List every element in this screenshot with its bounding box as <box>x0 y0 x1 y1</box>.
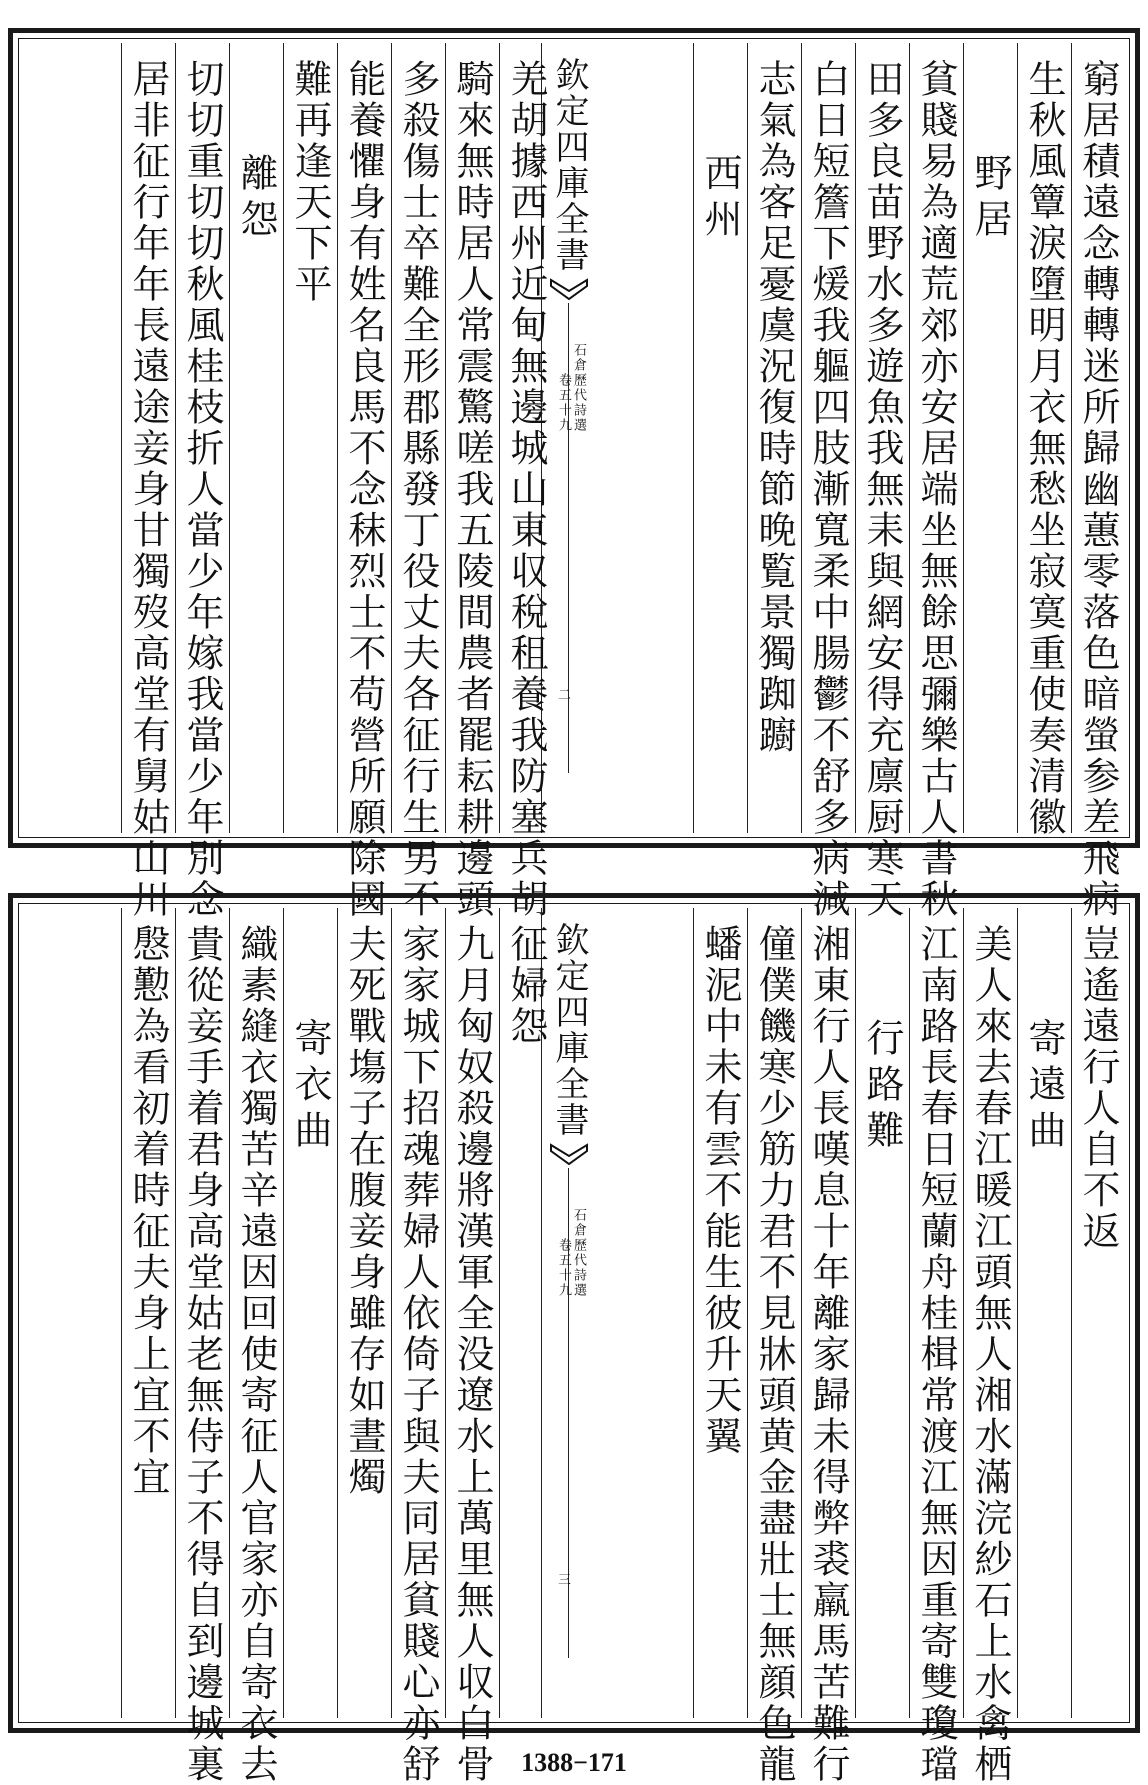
page-footer-number: 1388−171 <box>521 1748 627 1777</box>
text-column: 生秋風簟淚墮明月衣無愁坐寂寞重使奏清徽 <box>1017 43 1071 833</box>
page-number: 二 <box>558 688 572 703</box>
right-half <box>595 43 1125 920</box>
text-column: 家家城下招魂葬婦人依倚子與夫同居貧賤心亦舒 <box>391 908 445 1718</box>
book-title: 欽定四庫全書 <box>549 57 589 273</box>
text-column: 慇懃為看初着時征夫身上宜不宜 <box>121 908 175 1718</box>
text-column: 豈遙遠行人自不返 <box>1071 908 1125 1718</box>
text-column: 貧賤易為適荒郊亦安居端坐無餘思彌樂古人書秋 <box>909 43 963 833</box>
text-column: 難再逢天下平 <box>283 43 337 833</box>
text-column: 湘東行人長嘆息十年離家歸未得弊裘羸馬苦難行 <box>801 908 855 1718</box>
text-column: 田多良苗野水多遊魚我無耒與網安得充廪厨寒天 <box>855 43 909 833</box>
text-column: 窮居積遠念轉轉迷所歸幽蕙零落色暗螢参差飛病 <box>1071 43 1125 833</box>
text-column: 志氣為客足憂虞況復時節晚覧景獨踟躕 <box>747 43 801 833</box>
page-number: 三 <box>558 1573 572 1588</box>
text-column: 貴從妾手着君身高堂姑老無侍子不得自到邊城裏 <box>175 908 229 1718</box>
text-column: 征婦怨 <box>499 908 553 1718</box>
left-half <box>23 43 553 920</box>
poem-title-column: 西州 <box>693 43 747 833</box>
text-column: 九月匈奴殺邊將漢軍全没遼水上萬里無人収白骨 <box>445 908 499 1718</box>
page-top <box>8 28 1140 920</box>
text-column: 羌胡據西州近甸無邊城山東収稅租養我防塞兵胡 <box>499 43 553 833</box>
volume-label: 卷五十九 <box>556 373 571 433</box>
poem-title-column: 寄遠曲 <box>1017 908 1071 1718</box>
poem-title-column: 野居 <box>963 43 1017 833</box>
text-column: 切切重切切秋風桂枝折人當少年嫁我當少年別念 <box>175 43 229 833</box>
volume-label: 卷五十九 <box>556 1238 571 1298</box>
collection-name: 石倉歷代詩選 <box>571 343 586 433</box>
fish-tail-mark-icon <box>550 278 588 302</box>
text-column: 能養懼身有姓名良馬不念秣烈士不苟營所願除國 <box>337 43 391 833</box>
text-column: 居非征行年年長遠途妾身甘獨歿高堂有舅姑山川 <box>121 43 175 833</box>
poem-title-column: 行路難 <box>855 908 909 1718</box>
fish-tail-mark-icon <box>550 1143 588 1167</box>
text-column: 多殺傷士卒難全形郡縣發丁役丈夫各征行生男不 <box>391 43 445 833</box>
book-title: 欽定四庫全書 <box>549 922 589 1138</box>
left-half <box>23 908 553 1785</box>
collection-name: 石倉歷代詩選 <box>571 1208 586 1298</box>
poem-title-column: 離怨 <box>229 43 283 833</box>
right-half <box>595 908 1125 1785</box>
text-column: 美人來去春江暖江頭無人湘水滿浣紗石上水禽栖 <box>963 908 1017 1718</box>
text-column: 蟠泥中未有雲不能生彼升天翼 <box>693 908 747 1718</box>
poem-title-column: 寄衣曲 <box>283 908 337 1718</box>
text-column: 織素縫衣獨苦辛遠因回使寄征人官家亦自寄衣去 <box>229 908 283 1718</box>
text-column: 夫死戰塲子在腹妾身雖存如晝燭 <box>337 908 391 1718</box>
text-column: 白日短簷下煖我軀四肢漸寬柔中腸鬱不舒多病減 <box>801 43 855 833</box>
text-column: 江南路長春日短蘭舟桂楫常渡江無因重寄雙瓊璫 <box>909 908 963 1718</box>
text-column: 騎來無時居人常震驚嗟我五陵間農者罷耘耕邊頭 <box>445 43 499 833</box>
text-column: 僮僕饑寒少筋力君不見牀頭黄金盡壯士無顔色龍 <box>747 908 801 1718</box>
